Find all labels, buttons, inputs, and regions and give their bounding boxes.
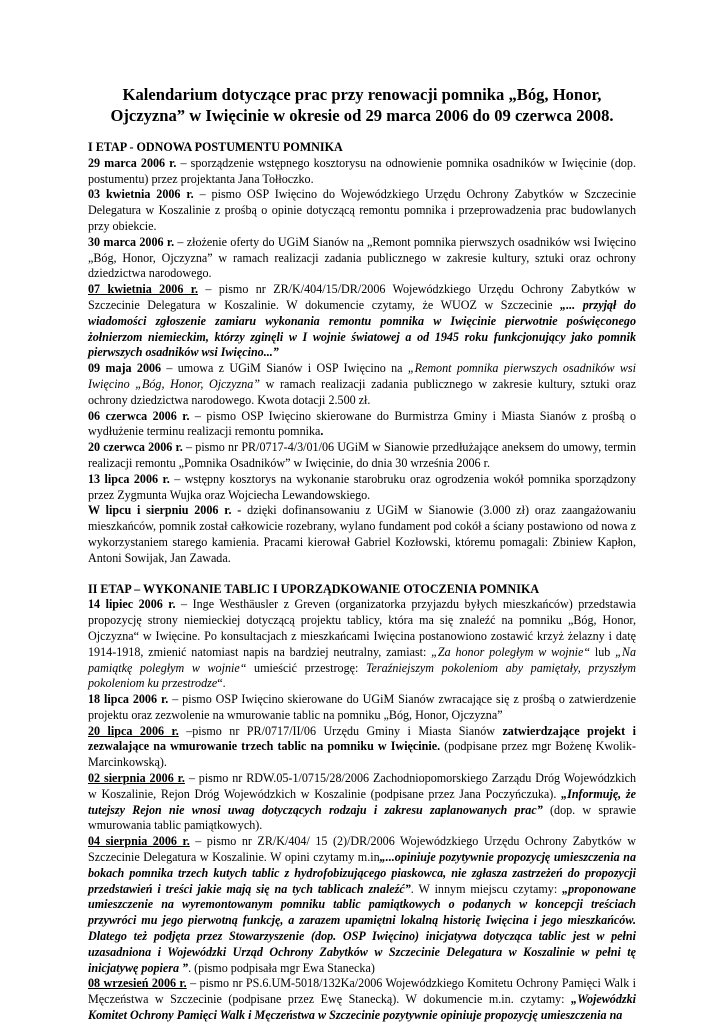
entry-quote: „... przyjął do wiadomości zgłoszenie zamiaru wykonania remontu pomnika w Iwięcinie pierwotnie poświęconego żołnierzom niemieckim, którzy zginęli w I wojnie światowej a od 1945 roku funkcjonujący jako pomnik pierwszych osadników wsi Iwięcino...” [88, 297, 637, 360]
entry-text: – pismo OSP Iwięcino skierowane do UGiM Sianów zwracające się z prośbą o zatwierdzenie projektu oraz zezwolenie na wmurowanie tablic na pomniku „Bóg, Honor, Ojczyzna” [88, 692, 636, 722]
entry [88, 472, 636, 504]
section-heading-1: I ETAP - ODNOWA POSTUMENTU POMNIKA [88, 140, 343, 154]
entry [88, 235, 636, 282]
entry-date: 06 czerwca 2006 r. [88, 408, 190, 423]
entry-text: – pismo nr PS.6.UM-5018/132Ka/2006 Wojewódzkiego Komitetu Ochrony Pamięci Walk i Męczeństwa w Szczecinie (podpisane przez Ewę Stanecką). W dokumencie m.in. czytamy: [88, 976, 637, 1007]
entry-text: – złożenie oferty do UGiM Sianów na „Remont pomnika pierwszych osadników wsi Iwięcino „Bóg, Honor, Ojczyzna” w ramach realizacji zadania publicznego w zakresie kultury, sztuki oraz ochrony dziedzictwa narodowego. [88, 234, 636, 281]
entry-quote: „Wojewódzki Komitet Ochrony Pamięci Walk i Męczeństwa w Szczecinie pozytywnie opiniuje propozycję umieszczenia na [88, 992, 636, 1023]
entry-date: 20 czerwca 2006 r. [88, 440, 183, 455]
entry-quote: „Informuję, że tutejszy Rejon nie wnosi uwag dotyczących rodzaju i zakresu zaplanowanych prac” [88, 786, 636, 817]
entry-text: w ramach realizacji zadania publicznego w zakresie kultury, sztuki oraz ochrony dziedzictwa narodowego. Kwota dotacji 2.500 zł. [88, 376, 636, 407]
entry-text: umieścić przestrogę: [246, 660, 366, 675]
entry-date: 03 kwietnia 2006 r. [88, 187, 194, 202]
entry-text: (podpisane przez mgr Bożenę Kwolik-Marcinkowską). [88, 739, 636, 770]
entry [88, 156, 636, 188]
entry [88, 440, 636, 472]
entry [88, 976, 636, 1023]
entry-quote: „Na pamiątkę poległym w wojnie“ [88, 644, 636, 675]
entry-date: W lipcu i sierpniu 2006 r. - [88, 503, 242, 518]
document-title: Kalendarium dotyczące prac przy renowacji pomnika „Bóg, Honor, Ojczyzna” w Iwięcinie w okresie od 29 marca 2006 do 09 czerwca 2008. [110, 85, 614, 125]
entry-text: – wstępny kosztorys na wykonanie starobruku oraz ogrodzenia wokół pomnika sporządzony przez Zygmunta Wujka oraz Wojciecha Lewandowskiego. [88, 471, 636, 502]
entry [88, 724, 636, 771]
entry-date: 08 wrzesień 2006 r. [88, 976, 187, 991]
entry [88, 409, 636, 441]
entry-quote: „Remont pomnika pierwszych osadników wsi Iwięcino „Bóg, Honor, Ojczyzna” [88, 361, 636, 391]
entry [88, 187, 636, 234]
entry-date: 20 lipca 2006 r. [88, 723, 179, 738]
entry-date: 04 sierpnia 2006 r. [88, 834, 190, 849]
entry-text: . W innym miejscu czytamy: [410, 881, 563, 896]
entry-text: “. [217, 676, 226, 691]
entry-date: 30 marca 2006 r. [88, 234, 175, 249]
entry-date: 13 lipca 2006 r. [88, 471, 170, 486]
entry-date: 09 maja 2006 [88, 361, 162, 376]
entry-quote: „Za honor poległym w wojnie“ [431, 644, 591, 659]
entry [88, 771, 636, 834]
entry-text: (dop. w sprawie wmurowania tablic pamiątkowych). [88, 802, 637, 833]
entry-text: – Inge Westhäusler z Greven (organizatorka przyjazdu byłych mieszkańców) przedstawia propozycję strony niemieckiej dotyczącą projektu tablicy, która ma się znaleźć na pomniku „Bóg, Honor, Ojczyzna“ w Iwięcine. Po konsultacjach z mieszkańcami Iwięcina postanowiono zostawić krzyż żelazny i datę 1914-1918, zmienić natomiast napis na bardziej neutralny, zamiast: [88, 597, 636, 659]
entry-text: – pismo OSP Iwięcino do Wojewódzkiego Urzędu Ochrony Zabytków w Szczecinie Delegatura w Koszalinie z prośbą o opinie dotyczącą remontu pomnika i przeprowadzenia prac budowlanych przy obiekcie. [88, 187, 636, 233]
entry [88, 597, 636, 692]
entry-date: 07 kwietnia 2006 r. [88, 282, 199, 297]
entry-text: – pismo nr PR/0717-4/3/01/06 UGiM w Sianowie przedłużające aneksem do umowy, termin realizacji remontu „Pomnika Osadników” w Iwięcinie, do dnia 30 września 2006 r. [88, 440, 636, 470]
entry-date: 18 lipca 2006 r. [88, 692, 169, 707]
entry-text: – pismo nr ZR/K/404/15/DR/2006 Wojewódzkiego Urzędu Ochrony Zabytków w Szczecinie Delegatura w Koszalinie. W dokumencie czytamy, że WUOZ w Szczecinie [88, 282, 636, 312]
entry-date: 14 lipiec 2006 r. [88, 597, 176, 612]
entry-text: . (pismo podpisała mgr Ewa Stanecka) [188, 960, 375, 975]
entry-quote: „proponowane umieszczenie na wyremontowanym pomniku tablic pamiątkowych o podanych w koncepcji treściach przywróci mu jego pierwotną funkcję, a zarazem upamiętni lokalną historię Iwięcina i jego mieszkańców. Dlatego też podjęta przez Stowarzyszenie (dop. OSP Iwięcino) inicjatywa dotycząca tablic jest w pełni uzasadniona i Wojewódzki Urząd Ochrony Zabytków w Szczecinie Delegatura w Koszalinie w pełni tę inicjatywę popiera ” [88, 881, 636, 975]
entry-text: – pismo nr RDW.05-1/0715/28/2006 Zachodniopomorskiego Zarządu Dróg Wojewódzkich w Koszalinie, Rejon Dróg Wojewódzkich w Koszalinie (podpisane przez Jana Poczyńczuka). [88, 771, 636, 801]
entry-text: – pismo nr ZR/K/404/ 15 (2)/DR/2006 Wojewódzkiego Urzędu Ochrony Zabytków w Szczecinie Delegatura w Koszalinie. W opini czytamy m.in [88, 834, 637, 865]
entry-date: 02 sierpnia 2006 r. [88, 771, 185, 786]
entry-text: dzięki dofinansowaniu z UGiM w Sianowie (3.000 zł) oraz zaangażowaniu mieszkańców, pomnik został całkowicie rozebrany, wylano fundament pod cokół a ściany postawiono od nowa z wykorzystaniem starego kamienia. Pracami kierował Gabriel Kozłowski, któremu pomagali: Zbiniew Kapłon, Antoni Sowijak, Jan Zawada. [88, 503, 636, 565]
section-spacer [88, 567, 636, 582]
entry [88, 692, 636, 724]
entry-text: – sporządzenie wstępnego kosztorysu na odnowienie pomnika osadników w Iwięcinie (dop. postumentu) przez projektanta Jana Tołłoczko. [88, 155, 637, 186]
entry-date: 29 marca 2006 r. [88, 155, 177, 170]
entry-text: – pismo OSP Iwięcino skierowane do Burmistrza Gminy i Miasta Sianów z prośbą o wydłużenie terminu realizacji remontu pomnika [88, 408, 636, 439]
entry [88, 361, 636, 408]
section-heading-2: II ETAP – WYKONANIE TABLIC I UPORZĄDKOWANIE OTOCZENIA POMNIKA [88, 581, 540, 596]
entry-end: . [320, 424, 324, 439]
entry [88, 282, 636, 361]
entry [88, 834, 636, 976]
entry-text: – umowa z UGiM Sianów i OSP Iwięcino na [161, 361, 408, 376]
entry-quote: „...opiniuje pozytywnie propozycję umieszczenia na bokach pomnika trzech kutych tablic z hydrofobizującego piaskowca, nie zgłasza zastrzeżeń do propozycji przedstawień i treści jakie mają się na tych tablicach znaleźć” [88, 850, 636, 896]
entry-text: lub [590, 644, 616, 659]
entry-bold: zatwierdzające projekt i zezwalające na wmurowanie trzech tablic na pomniku w Iwięcinie. [88, 723, 636, 754]
document-body [88, 140, 636, 1024]
entry [88, 503, 636, 566]
entry-quote: Teraźniejszym pokoleniom aby pamiętały, przyszłym pokoleniom ku przestrodze [88, 660, 636, 691]
entry-text: –pismo nr PR/0717/II/06 Urzędu Gminy i Miasta Sianów [178, 723, 503, 738]
